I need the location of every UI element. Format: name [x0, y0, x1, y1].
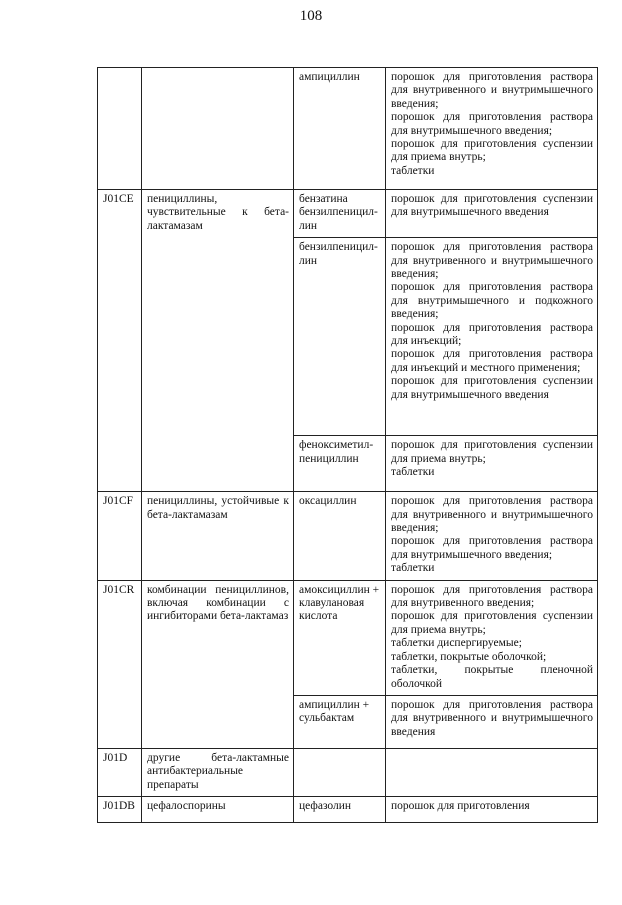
- dosage-forms-cell: [386, 748, 598, 796]
- dosage-forms-cell: [386, 238, 598, 436]
- dosage-form-item: порошок для приготовления раствора для внутривенного и внутримышечного введения;: [391, 71, 593, 110]
- dosage-form-item: порошок для приготовления раствора для внутримышечного введения;: [391, 535, 593, 561]
- dosage-forms-cell: [386, 68, 598, 190]
- dosage-form-item: таблетки: [391, 466, 435, 479]
- table-row: [98, 492, 598, 580]
- dosage-form-item: таблетки, покрытые пленочной оболочкой: [391, 664, 593, 690]
- drug-name-cell: феноксиметил-пенициллин: [294, 436, 386, 492]
- drug-group-cell: цефалоспорины: [142, 797, 294, 823]
- atc-code-cell: J01CE: [98, 190, 142, 492]
- dosage-form-item: порошок для приготовления раствора для внутривенного и внутримышечного введения;: [391, 241, 593, 281]
- dosage-form-item: порошок для приготовления раствора для инъекций;: [391, 321, 593, 348]
- dosage-form-item: порошок для приготовления: [391, 800, 530, 813]
- atc-code-cell: J01CF: [98, 492, 142, 580]
- dosage-form-item: порошок для приготовления суспензии для приема внутрь;: [391, 439, 593, 465]
- dosage-forms-cell: [386, 797, 598, 823]
- drug-name-cell: ампициллин + сульбактам: [294, 695, 386, 748]
- drug-name-cell: оксациллин: [294, 492, 386, 580]
- atc-code-cell: [98, 68, 142, 190]
- dosage-form-item: таблетки: [391, 562, 435, 575]
- dosage-form-item: порошок для приготовления раствора для внутривенного и внутримышечного введения;: [391, 495, 593, 535]
- drug-table-body: [98, 68, 598, 823]
- dosage-form-item: порошок для приготовления суспензии для внутримышечного введения: [391, 375, 593, 401]
- drug-group-cell: другие бета-лактамные антибактериальные препараты: [142, 748, 294, 796]
- table-row: [98, 580, 598, 695]
- drug-name-cell: цефазолин: [294, 797, 386, 823]
- dosage-form-item: порошок для приготовления суспензии для приема внутрь;: [391, 138, 593, 164]
- dosage-form-item: порошок для приготовления раствора для инъекций и местного применения;: [391, 348, 593, 374]
- dosage-forms-cell: [386, 190, 598, 238]
- drug-name-cell: ампициллин: [294, 68, 386, 190]
- dosage-form-item: порошок для приготовления раствора для внутривенного введения;: [391, 583, 593, 610]
- dosage-form-item: таблетки, покрытые оболочкой;: [391, 650, 547, 663]
- page-number: 108: [299, 8, 323, 24]
- dosage-form-item: таблетки: [391, 164, 435, 177]
- table-row: [98, 190, 598, 238]
- drug-table: [97, 67, 598, 823]
- drug-name-cell: [294, 748, 386, 796]
- dosage-form-item: таблетки диспергируемые;: [391, 637, 522, 650]
- dosage-forms-cell: [386, 492, 598, 580]
- atc-code-cell: J01CR: [98, 580, 142, 748]
- atc-code-cell: J01DB: [98, 797, 142, 823]
- dosage-form-item: порошок для приготовления суспензии для внутримышечного введения: [391, 193, 593, 219]
- dosage-form-item: порошок для приготовления суспензии для приема внутрь;: [391, 610, 593, 636]
- drug-group-cell: [142, 68, 294, 190]
- drug-group-cell: пенициллины, чувствительные к бета-лактамазам: [142, 190, 294, 492]
- dosage-form-item: порошок для приготовления раствора для внутримышечного введения;: [391, 111, 593, 137]
- dosage-forms-cell: [386, 436, 598, 492]
- table-row: [98, 797, 598, 823]
- drug-group-cell: комбинации пенициллинов, включая комбинации с ингибиторами бета-лактамаз: [142, 580, 294, 748]
- dosage-forms-cell: [386, 580, 598, 695]
- dosage-form-item: порошок для приготовления раствора для внутримышечного и подкожного введения;: [391, 281, 593, 321]
- dosage-form-item: порошок для приготовления раствора для внутривенного и внутримышечного введения: [391, 698, 593, 738]
- dosage-forms-cell: [386, 695, 598, 748]
- atc-code-cell: J01D: [98, 748, 142, 796]
- drug-group-cell: пенициллины, устойчивые к бета-лактамазам: [142, 492, 294, 580]
- drug-name-cell: бензилпеницил-лин: [294, 238, 386, 436]
- table-row: [98, 748, 598, 796]
- drug-name-cell: амоксициллин + клавулановая кислота: [294, 580, 386, 695]
- drug-name-cell: бензатина бензилпеницил-лин: [294, 190, 386, 238]
- table-row: [98, 68, 598, 190]
